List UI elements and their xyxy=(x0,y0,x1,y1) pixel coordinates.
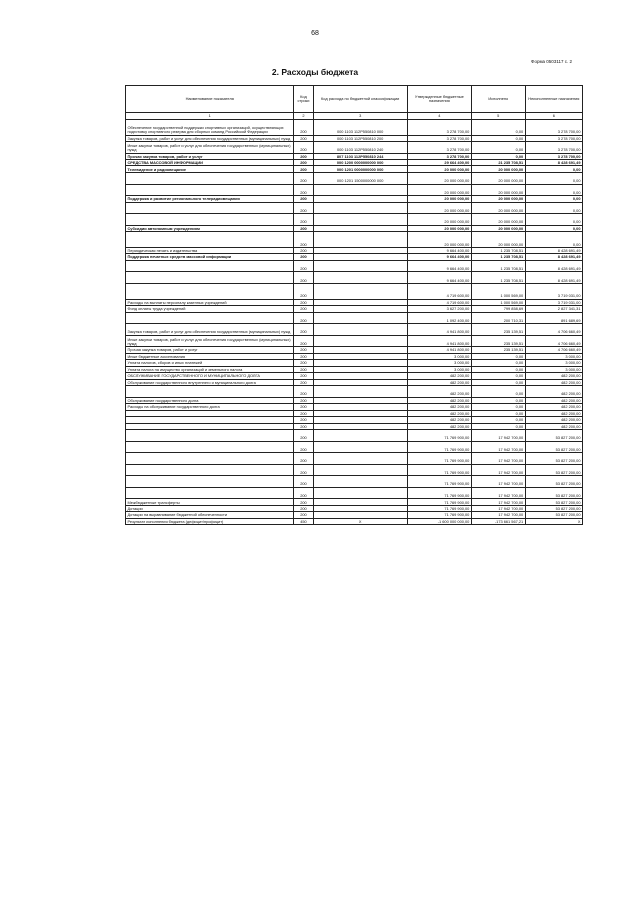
row-executed: 0,00 xyxy=(471,141,525,153)
row-name: Поддержка печатных средств массовой информации xyxy=(126,254,294,260)
row-name: Телевидение и радиовещание xyxy=(126,166,294,172)
row-code: 200 xyxy=(294,410,313,416)
row-approved: 482 200,00 xyxy=(407,397,471,403)
row-remaining: 53 827 200,00 xyxy=(525,512,582,518)
row-executed: 20 000 000,00 xyxy=(471,166,525,172)
row-executed: 235 139,51 xyxy=(471,347,525,353)
row-approved: 20 000 000,00 xyxy=(407,166,471,172)
row-code: 200 xyxy=(294,487,313,499)
row-name: Расходы на обслуживание государственного долга xyxy=(126,404,294,410)
row-approved: 482 200,00 xyxy=(407,373,471,379)
row-executed: 17 942 700,00 xyxy=(471,499,525,505)
row-executed: 20 000 000,00 xyxy=(471,184,525,196)
row-code: 200 xyxy=(294,247,313,253)
row-name: Поддержка и развитие регионального телерадиовещания xyxy=(126,196,294,202)
row-remaining: 3 278 700,00 xyxy=(525,119,582,135)
row-approved: 482 200,00 xyxy=(407,379,471,385)
row-classification: 000 1103 112Р550810 000 xyxy=(313,119,407,135)
row-name xyxy=(126,430,294,442)
row-name xyxy=(126,476,294,488)
row-remaining: 4 706 660,49 xyxy=(525,335,582,347)
row-classification xyxy=(313,335,407,347)
row-executed: 0,00 xyxy=(471,135,525,141)
row-remaining: 482 200,00 xyxy=(525,386,582,398)
row-name xyxy=(126,232,294,248)
table-row xyxy=(126,335,583,347)
row-remaining: 482 200,00 xyxy=(525,404,582,410)
row-code: 200 xyxy=(294,135,313,141)
row-name xyxy=(126,260,294,272)
column-header-name: Наименование показателя xyxy=(126,86,294,113)
row-approved: 20 000 000,00 xyxy=(407,184,471,196)
row-classification xyxy=(313,487,407,499)
row-code: 200 xyxy=(294,312,313,324)
row-classification xyxy=(313,202,407,214)
row-remaining: 0,00 xyxy=(525,232,582,248)
row-classification xyxy=(313,464,407,476)
row-classification xyxy=(313,476,407,488)
row-executed: 0,00 xyxy=(471,397,525,403)
row-remaining: 482 200,00 xyxy=(525,423,582,429)
row-approved: 3 278 700,00 xyxy=(407,135,471,141)
table-row xyxy=(126,324,583,336)
row-executed: 1 235 708,51 xyxy=(471,247,525,253)
row-code: 200 xyxy=(294,172,313,184)
column-number: 4 xyxy=(407,113,471,119)
row-name: Расходы на выплаты персоналу казенных учреждений xyxy=(126,299,294,305)
row-approved: 3 278 700,00 xyxy=(407,153,471,159)
row-classification: 000 1201 1500000000 000 xyxy=(313,172,407,184)
row-remaining: 53 827 200,00 xyxy=(525,453,582,465)
table-row xyxy=(126,453,583,465)
row-executed: 20 000 000,00 xyxy=(471,172,525,184)
row-name: Уплата налога на имущество организаций и земельного налога xyxy=(126,366,294,372)
row-code: 200 xyxy=(294,202,313,214)
row-remaining: 3 000,00 xyxy=(525,353,582,359)
row-remaining: 53 827 200,00 xyxy=(525,464,582,476)
row-approved: 20 000 000,00 xyxy=(407,202,471,214)
table-row xyxy=(126,172,583,184)
row-name xyxy=(126,214,294,226)
row-name: Прочая закупка товаров, работ и услуг xyxy=(126,153,294,159)
row-approved: 71 769 900,00 xyxy=(407,512,471,518)
row-name xyxy=(126,487,294,499)
row-name: Периодическая печать и издательства xyxy=(126,247,294,253)
row-remaining: 891 689,69 xyxy=(525,312,582,324)
row-code: 200 xyxy=(294,453,313,465)
row-executed: 17 942 700,00 xyxy=(471,464,525,476)
row-classification xyxy=(313,283,407,299)
row-executed: 235 139,51 xyxy=(471,335,525,347)
column-header-executed: Исполнено xyxy=(471,86,525,113)
row-name: Обслуживание государственного долга xyxy=(126,397,294,403)
row-code: 200 xyxy=(294,196,313,202)
row-remaining: 0,00 xyxy=(525,196,582,202)
row-name xyxy=(126,283,294,299)
column-number: 3 xyxy=(313,113,407,119)
column-header-approved: Утвержденные бюджетные назначения xyxy=(407,86,471,113)
column-number: 1 xyxy=(126,113,294,119)
row-approved: 3 278 700,00 xyxy=(407,119,471,135)
row-remaining: 0,00 xyxy=(525,202,582,214)
row-approved: 71 769 900,00 xyxy=(407,476,471,488)
table-row xyxy=(126,214,583,226)
row-approved: 3 278 700,00 xyxy=(407,141,471,153)
row-remaining: 2 827 341,31 xyxy=(525,306,582,312)
row-code: 200 xyxy=(294,225,313,231)
row-name: Межбюджетные трансферты xyxy=(126,499,294,505)
row-name: Обслуживание государственного внутреннего и муниципального долга xyxy=(126,379,294,385)
row-remaining: 53 827 200,00 xyxy=(525,487,582,499)
row-remaining: 8 428 691,49 xyxy=(525,160,582,166)
row-code: 200 xyxy=(294,505,313,511)
row-remaining: 53 827 200,00 xyxy=(525,430,582,442)
row-remaining: 3 719 031,00 xyxy=(525,299,582,305)
row-code: 200 xyxy=(294,464,313,476)
row-code: 200 xyxy=(294,160,313,166)
row-code: 200 xyxy=(294,299,313,305)
row-approved: 20 000 000,00 xyxy=(407,225,471,231)
row-approved: 4 941 800,00 xyxy=(407,324,471,336)
row-remaining: 53 827 200,00 xyxy=(525,505,582,511)
row-executed: 1 235 708,51 xyxy=(471,254,525,260)
row-code: 200 xyxy=(294,430,313,442)
row-remaining: 4 706 660,49 xyxy=(525,347,582,353)
row-name: СРЕДСТВА МАССОВОЙ ИНФОРМАЦИИ xyxy=(126,160,294,166)
table-row xyxy=(126,386,583,398)
table-row xyxy=(126,272,583,284)
row-executed: 17 942 700,00 xyxy=(471,453,525,465)
row-classification xyxy=(313,272,407,284)
table-row xyxy=(126,518,583,524)
row-remaining: 8 428 691,49 xyxy=(525,272,582,284)
row-classification: X xyxy=(313,518,407,524)
table-row xyxy=(126,160,583,166)
row-executed: 20 000 000,00 xyxy=(471,202,525,214)
row-name: Иные бюджетные ассигнования xyxy=(126,353,294,359)
row-name: Результат исполнения бюджета (дефицит/профицит) xyxy=(126,518,294,524)
row-code: 200 xyxy=(294,379,313,385)
row-executed: 200 710,31 xyxy=(471,312,525,324)
row-executed: 17 942 700,00 xyxy=(471,487,525,499)
row-approved: 482 200,00 xyxy=(407,386,471,398)
row-approved: 71 769 900,00 xyxy=(407,505,471,511)
row-code: 200 xyxy=(294,283,313,299)
row-code: 200 xyxy=(294,417,313,423)
row-code: 200 xyxy=(294,306,313,312)
row-name: ОБСЛУЖИВАНИЕ ГОСУДАРСТВЕННОГО И МУНИЦИПАЛЬНОГО ДОЛГА xyxy=(126,373,294,379)
row-code: 200 xyxy=(294,499,313,505)
row-remaining: 0,00 xyxy=(525,172,582,184)
column-number: 5 xyxy=(471,113,525,119)
row-approved: 482 200,00 xyxy=(407,410,471,416)
row-classification: 000 1200 0000000000 000 xyxy=(313,160,407,166)
row-classification: 000 1103 112Р550810 200 xyxy=(313,135,407,141)
table-header-row xyxy=(126,86,583,113)
row-executed: 20 000 000,00 xyxy=(471,225,525,231)
row-executed: 1 000 569,00 xyxy=(471,283,525,299)
row-classification xyxy=(313,430,407,442)
row-approved: 9 664 400,00 xyxy=(407,272,471,284)
row-remaining: 4 706 660,49 xyxy=(525,324,582,336)
row-approved: 20 000 000,00 xyxy=(407,232,471,248)
row-executed: 0,00 xyxy=(471,423,525,429)
row-name: Обеспечение государственной поддержки спортивных организаций, осуществляющих подготовку спортивного резерва для сборных команд Российской Федерации xyxy=(126,119,294,135)
row-name xyxy=(126,386,294,398)
row-executed: 0,00 xyxy=(471,417,525,423)
row-name xyxy=(126,464,294,476)
row-approved: 1 092 400,00 xyxy=(407,312,471,324)
row-code: 200 xyxy=(294,423,313,429)
row-approved: 71 769 900,00 xyxy=(407,499,471,505)
row-executed: 17 942 700,00 xyxy=(471,430,525,442)
row-remaining: 482 200,00 xyxy=(525,379,582,385)
row-code: 200 xyxy=(294,166,313,172)
row-executed: 17 942 700,00 xyxy=(471,512,525,518)
row-name xyxy=(126,441,294,453)
row-remaining: 3 000,00 xyxy=(525,360,582,366)
row-classification xyxy=(313,214,407,226)
row-remaining: 53 827 200,00 xyxy=(525,476,582,488)
row-code: 200 xyxy=(294,476,313,488)
row-classification xyxy=(313,184,407,196)
row-remaining: 482 200,00 xyxy=(525,410,582,416)
row-code: 200 xyxy=(294,214,313,226)
row-name xyxy=(126,312,294,324)
row-approved: 9 664 400,00 xyxy=(407,260,471,272)
row-code: 200 xyxy=(294,366,313,372)
form-id: Форма 0503117 с. 2 xyxy=(531,59,572,64)
row-approved: 4 941 800,00 xyxy=(407,335,471,347)
row-code: 200 xyxy=(294,386,313,398)
row-executed: 17 942 700,00 xyxy=(471,476,525,488)
row-approved: 482 200,00 xyxy=(407,423,471,429)
table-row xyxy=(126,232,583,248)
budget-expenses-table xyxy=(125,85,583,525)
table-row xyxy=(126,312,583,324)
row-approved: -1 600 000 000,00 xyxy=(407,518,471,524)
row-remaining: 0,00 xyxy=(525,184,582,196)
row-executed: 0,00 xyxy=(471,379,525,385)
row-executed: 0,00 xyxy=(471,153,525,159)
row-name: Субсидии автономным учреждениям xyxy=(126,225,294,231)
table-row xyxy=(126,464,583,476)
row-approved: 71 769 900,00 xyxy=(407,441,471,453)
row-approved: 3 000,00 xyxy=(407,353,471,359)
row-approved: 482 200,00 xyxy=(407,404,471,410)
row-code: 200 xyxy=(294,272,313,284)
row-remaining: 482 200,00 xyxy=(525,373,582,379)
row-code: 200 xyxy=(294,441,313,453)
row-approved: 71 769 900,00 xyxy=(407,453,471,465)
row-executed: 0,00 xyxy=(471,373,525,379)
row-name xyxy=(126,453,294,465)
row-remaining: 3 278 700,00 xyxy=(525,141,582,153)
row-executed: 0,00 xyxy=(471,404,525,410)
row-executed: 20 000 000,00 xyxy=(471,196,525,202)
row-approved: 9 664 400,00 xyxy=(407,247,471,253)
row-approved: 71 769 900,00 xyxy=(407,487,471,499)
row-name: Закупка товаров, работ и услуг для обеспечения государственных (муниципальных) нужд xyxy=(126,135,294,141)
row-code: 200 xyxy=(294,512,313,518)
table-row xyxy=(126,283,583,299)
column-header-classification: Код расхода по бюджетной классификации xyxy=(313,86,407,113)
row-remaining: X xyxy=(525,518,582,524)
row-code: 200 xyxy=(294,404,313,410)
row-remaining: 482 200,00 xyxy=(525,397,582,403)
row-executed: 17 942 700,00 xyxy=(471,441,525,453)
table-row xyxy=(126,430,583,442)
row-executed: 799 858,69 xyxy=(471,306,525,312)
column-header-remaining: Неисполненные назначения xyxy=(525,86,582,113)
row-remaining: 53 827 200,00 xyxy=(525,441,582,453)
row-code: 200 xyxy=(294,347,313,353)
row-code: 200 xyxy=(294,397,313,403)
row-approved: 20 000 000,00 xyxy=(407,214,471,226)
row-name xyxy=(126,172,294,184)
table-row xyxy=(126,476,583,488)
row-classification xyxy=(313,324,407,336)
row-name: Дотации на выравнивание бюджетной обеспеченности xyxy=(126,512,294,518)
row-executed: 0,00 xyxy=(471,353,525,359)
row-name: Иные закупки товаров, работ и услуг для обеспечения государственных (муниципальных) нужд xyxy=(126,141,294,153)
row-code: 200 xyxy=(294,373,313,379)
row-name xyxy=(126,272,294,284)
row-classification xyxy=(313,441,407,453)
row-approved: 3 000,00 xyxy=(407,360,471,366)
row-executed: 0,00 xyxy=(471,360,525,366)
row-remaining: 53 827 200,00 xyxy=(525,499,582,505)
row-name: Закупка товаров, работ и услуг для обеспечения государственных (муниципальных) нужд xyxy=(126,324,294,336)
column-number: 2 xyxy=(294,113,313,119)
row-executed: -173 661 567,21 xyxy=(471,518,525,524)
row-approved: 71 769 900,00 xyxy=(407,430,471,442)
row-executed: 0,00 xyxy=(471,119,525,135)
row-approved: 29 664 400,00 xyxy=(407,160,471,166)
row-classification xyxy=(313,260,407,272)
row-approved: 482 200,00 xyxy=(407,417,471,423)
row-name: Уплата налогов, сборов и иных платежей xyxy=(126,360,294,366)
table-row xyxy=(126,184,583,196)
row-executed: 1 000 569,00 xyxy=(471,299,525,305)
row-executed: 0,00 xyxy=(471,386,525,398)
page-number: 68 xyxy=(311,30,319,37)
table-row xyxy=(126,441,583,453)
row-executed: 1 235 708,51 xyxy=(471,272,525,284)
row-code: 200 xyxy=(294,141,313,153)
row-code: 200 xyxy=(294,335,313,347)
row-name: Дотации xyxy=(126,505,294,511)
table-row xyxy=(126,141,583,153)
row-remaining: 3 719 031,00 xyxy=(525,283,582,299)
row-remaining: 0,00 xyxy=(525,214,582,226)
row-remaining: 8 428 691,49 xyxy=(525,247,582,253)
row-executed: 21 235 708,51 xyxy=(471,160,525,166)
row-approved: 20 000 000,00 xyxy=(407,196,471,202)
row-remaining: 8 428 691,49 xyxy=(525,254,582,260)
table-row xyxy=(126,119,583,135)
row-classification: 000 1103 112Р550810 240 xyxy=(313,141,407,153)
row-classification: 807 1103 112Р550810 244 xyxy=(313,153,407,159)
row-classification: 000 1201 0000000000 000 xyxy=(313,166,407,172)
row-code: 200 xyxy=(294,232,313,248)
row-remaining: 0,00 xyxy=(525,166,582,172)
row-code: 450 xyxy=(294,518,313,524)
row-approved: 4 941 800,00 xyxy=(407,347,471,353)
row-executed: 0,00 xyxy=(471,410,525,416)
table-row xyxy=(126,202,583,214)
row-executed: 17 942 700,00 xyxy=(471,505,525,511)
row-name: Прочая закупка товаров, работ и услуг xyxy=(126,347,294,353)
row-classification xyxy=(313,312,407,324)
row-approved: 3 000,00 xyxy=(407,366,471,372)
row-code: 200 xyxy=(294,353,313,359)
row-code: 200 xyxy=(294,260,313,272)
row-approved: 4 719 600,00 xyxy=(407,283,471,299)
row-name xyxy=(126,184,294,196)
row-remaining: 3 000,00 xyxy=(525,366,582,372)
column-number: 6 xyxy=(525,113,582,119)
row-approved: 71 769 900,00 xyxy=(407,464,471,476)
column-header-code: Код строки xyxy=(294,86,313,113)
table-row xyxy=(126,260,583,272)
row-code: 200 xyxy=(294,184,313,196)
row-name: Фонд оплаты труда учреждений xyxy=(126,306,294,312)
row-approved: 4 719 600,00 xyxy=(407,299,471,305)
row-name: Иные закупки товаров, работ и услуг для обеспечения государственных (муниципальных) нужд xyxy=(126,335,294,347)
row-code: 200 xyxy=(294,153,313,159)
row-remaining: 0,00 xyxy=(525,225,582,231)
row-remaining: 3 278 700,00 xyxy=(525,135,582,141)
row-code: 200 xyxy=(294,360,313,366)
row-code: 200 xyxy=(294,324,313,336)
row-executed: 0,00 xyxy=(471,366,525,372)
page-title: 2. Расходы бюджета xyxy=(271,67,359,77)
row-remaining: 482 200,00 xyxy=(525,417,582,423)
table-row xyxy=(126,487,583,499)
row-classification xyxy=(313,386,407,398)
row-executed: 1 235 708,51 xyxy=(471,260,525,272)
row-approved: 20 000 000,00 xyxy=(407,172,471,184)
row-name xyxy=(126,202,294,214)
row-classification xyxy=(313,453,407,465)
row-executed: 235 139,51 xyxy=(471,324,525,336)
row-classification xyxy=(313,232,407,248)
row-code: 200 xyxy=(294,254,313,260)
row-executed: 20 000 000,00 xyxy=(471,214,525,226)
row-executed: 20 000 000,00 xyxy=(471,232,525,248)
table-body xyxy=(126,119,583,525)
row-remaining: 8 428 691,49 xyxy=(525,260,582,272)
row-approved: 9 664 400,00 xyxy=(407,254,471,260)
row-remaining: 3 278 700,00 xyxy=(525,153,582,159)
row-approved: 3 627 200,00 xyxy=(407,306,471,312)
row-code: 200 xyxy=(294,119,313,135)
